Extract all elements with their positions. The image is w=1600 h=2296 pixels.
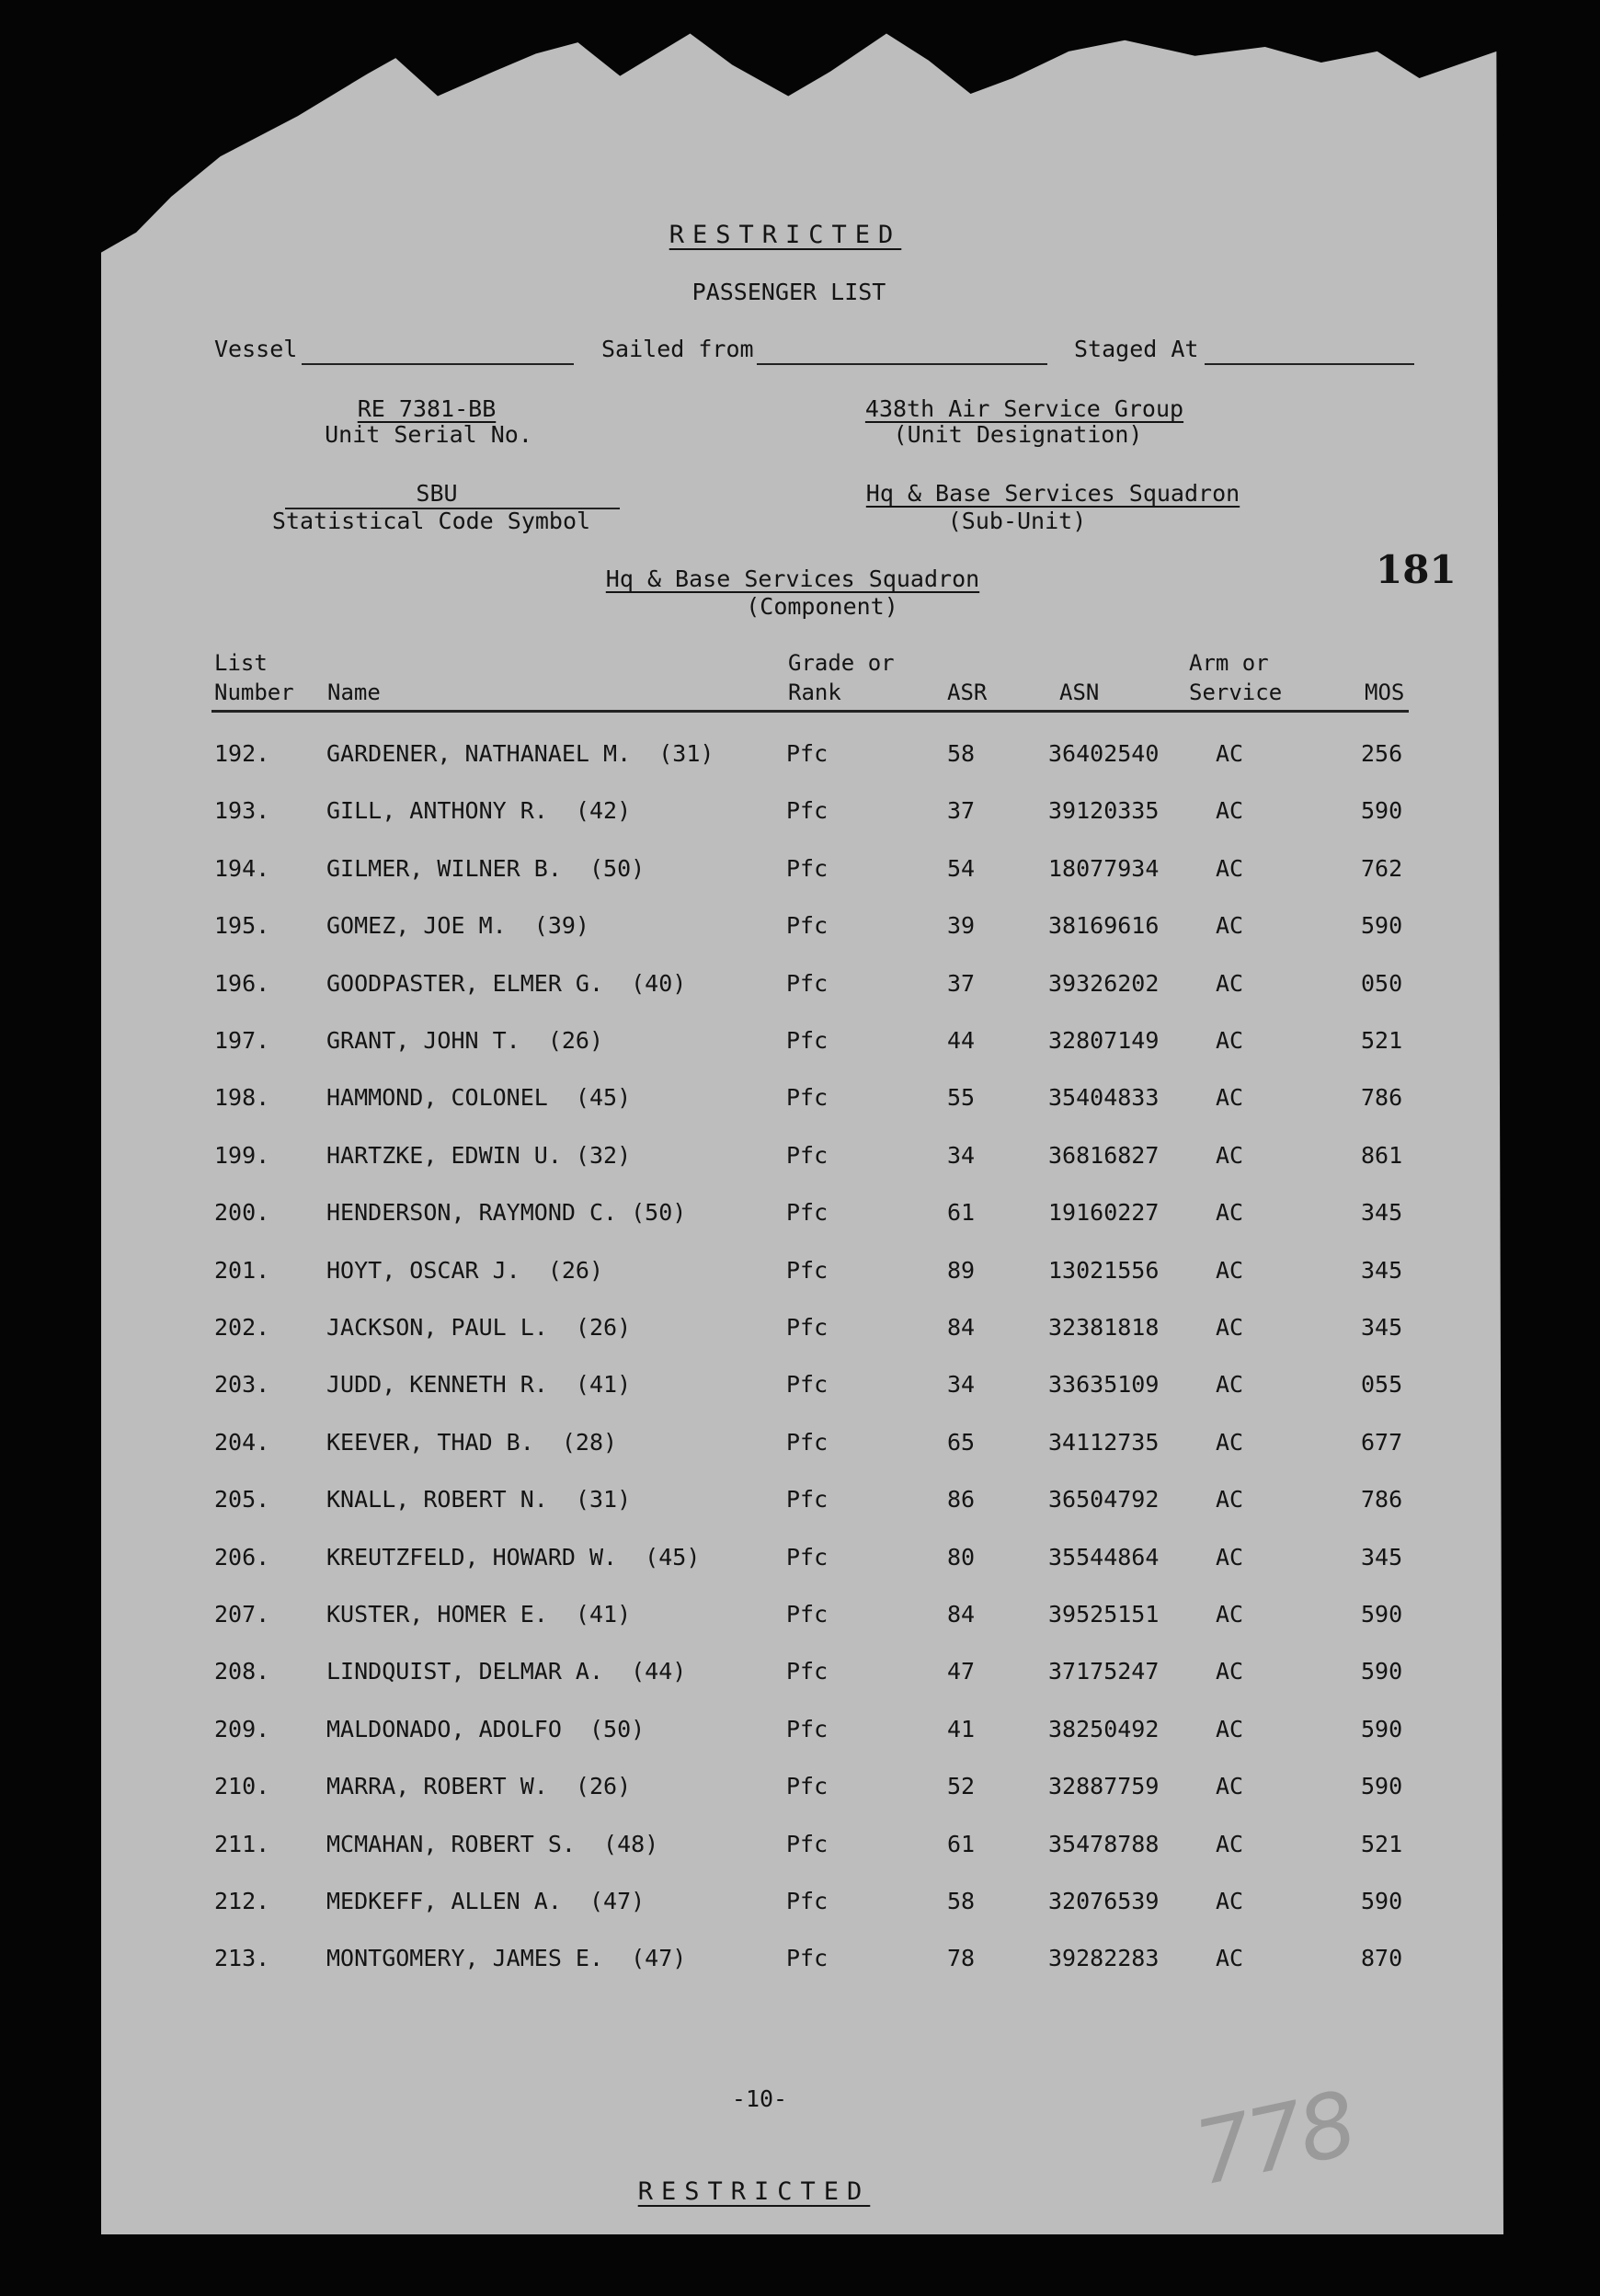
row-asr: 44 — [947, 1027, 976, 1054]
row-name: GOODPASTER, ELMER G. (40) — [326, 970, 687, 997]
col-header-grade: Grade or Rank — [788, 650, 895, 705]
row-mos: 050 — [1361, 970, 1403, 997]
row-mos: 677 — [1361, 1429, 1403, 1456]
row-name: GRANT, JOHN T. (26) — [326, 1027, 604, 1054]
row-list-number: 192. — [214, 740, 270, 767]
row-asr: 54 — [947, 855, 976, 882]
vessel-label: Vessel — [214, 336, 298, 362]
row-list-number: 197. — [214, 1027, 270, 1054]
row-mos: 590 — [1361, 1773, 1403, 1799]
row-asn: 35478788 — [1048, 1831, 1160, 1857]
staged-at-label: Staged At — [1074, 336, 1199, 362]
row-grade: Pfc — [786, 1199, 829, 1226]
staged-at-blank — [1205, 363, 1414, 365]
row-asn: 39326202 — [1048, 970, 1160, 997]
unit-designation-value: 438th Air Service Group — [864, 395, 1184, 422]
row-asr: 61 — [947, 1199, 976, 1226]
row-mos: 861 — [1361, 1142, 1403, 1169]
row-name: JACKSON, PAUL L. (26) — [326, 1314, 632, 1341]
row-list-number: 210. — [214, 1773, 270, 1799]
row-list-number: 205. — [214, 1486, 270, 1513]
row-asr: 39 — [947, 912, 976, 939]
row-list-number: 211. — [214, 1831, 270, 1857]
row-list-number: 201. — [214, 1257, 270, 1284]
row-arm: AC — [1216, 912, 1244, 939]
unit-serial-value: RE 7381-BB — [357, 395, 497, 422]
row-asn: 39525151 — [1048, 1601, 1160, 1628]
row-asn: 35404833 — [1048, 1084, 1160, 1111]
row-grade: Pfc — [786, 740, 829, 767]
row-arm: AC — [1216, 740, 1244, 767]
row-list-number: 202. — [214, 1314, 270, 1341]
row-grade: Pfc — [786, 1314, 829, 1341]
row-mos: 590 — [1361, 1888, 1403, 1914]
row-asn: 37175247 — [1048, 1658, 1160, 1685]
row-grade: Pfc — [786, 1544, 829, 1571]
row-name: KNALL, ROBERT N. (31) — [326, 1486, 632, 1513]
row-list-number: 195. — [214, 912, 270, 939]
row-name: MCMAHAN, ROBERT S. (48) — [326, 1831, 659, 1857]
row-arm: AC — [1216, 1544, 1244, 1571]
col-header-asr: ASR — [947, 680, 988, 705]
col-header-name: Name — [327, 680, 381, 705]
component-caption: (Component) — [746, 593, 898, 620]
row-asn: 38250492 — [1048, 1716, 1160, 1742]
row-mos: 786 — [1361, 1084, 1403, 1111]
row-arm: AC — [1216, 1142, 1244, 1169]
row-name: GOMEZ, JOE M. (39) — [326, 912, 589, 939]
unit-designation-caption: (Unit Designation) — [893, 421, 1143, 448]
row-name: HAMMOND, COLONEL (45) — [326, 1084, 632, 1111]
row-asr: 37 — [947, 970, 976, 997]
row-grade: Pfc — [786, 970, 829, 997]
row-list-number: 194. — [214, 855, 270, 882]
row-mos: 590 — [1361, 1601, 1403, 1628]
row-arm: AC — [1216, 1831, 1244, 1857]
row-list-number: 196. — [214, 970, 270, 997]
col-header-list-number: List Number — [214, 650, 294, 705]
row-name: KEEVER, THAD B. (28) — [326, 1429, 618, 1456]
row-asn: 38169616 — [1048, 912, 1160, 939]
row-name: LINDQUIST, DELMAR A. (44) — [326, 1658, 687, 1685]
row-mos: 762 — [1361, 855, 1403, 882]
page-title: PASSENGER LIST — [691, 279, 886, 305]
row-arm: AC — [1216, 1773, 1244, 1799]
row-grade: Pfc — [786, 855, 829, 882]
row-grade: Pfc — [786, 1716, 829, 1742]
row-list-number: 193. — [214, 797, 270, 824]
row-mos: 590 — [1361, 912, 1403, 939]
row-grade: Pfc — [786, 1486, 829, 1513]
row-name: GARDENER, NATHANAEL M. (31) — [326, 740, 714, 767]
col-header-asn: ASN — [1059, 680, 1100, 705]
sub-unit-caption: (Sub-Unit) — [947, 508, 1087, 534]
row-asr: 37 — [947, 797, 976, 824]
row-list-number: 200. — [214, 1199, 270, 1226]
row-grade: Pfc — [786, 1831, 829, 1857]
row-mos: 870 — [1361, 1945, 1403, 1971]
page-number: -10- — [731, 2085, 788, 2112]
row-name: MALDONADO, ADOLFO (50) — [326, 1716, 646, 1742]
row-arm: AC — [1216, 1084, 1244, 1111]
row-arm: AC — [1216, 1486, 1244, 1513]
row-asn: 13021556 — [1048, 1257, 1160, 1284]
row-grade: Pfc — [786, 1945, 829, 1971]
row-name: MARRA, ROBERT W. (26) — [326, 1773, 632, 1799]
row-list-number: 209. — [214, 1716, 270, 1742]
row-asr: 65 — [947, 1429, 976, 1456]
row-arm: AC — [1216, 1888, 1244, 1914]
row-name: MONTGOMERY, JAMES E. (47) — [326, 1945, 687, 1971]
pencil-annotation: 778 — [1186, 2072, 1363, 2206]
row-name: GILMER, WILNER B. (50) — [326, 855, 646, 882]
row-name: HOYT, OSCAR J. (26) — [326, 1257, 604, 1284]
row-arm: AC — [1216, 1601, 1244, 1628]
row-arm: AC — [1216, 1199, 1244, 1226]
row-grade: Pfc — [786, 1658, 829, 1685]
row-arm: AC — [1216, 1257, 1244, 1284]
row-mos: 521 — [1361, 1831, 1403, 1857]
row-grade: Pfc — [786, 1257, 829, 1284]
row-list-number: 207. — [214, 1601, 270, 1628]
row-grade: Pfc — [786, 1601, 829, 1628]
row-arm: AC — [1216, 970, 1244, 997]
row-name: GILL, ANTHONY R. (42) — [326, 797, 632, 824]
row-mos: 786 — [1361, 1486, 1403, 1513]
row-arm: AC — [1216, 1027, 1244, 1054]
row-asr: 84 — [947, 1601, 976, 1628]
classification-bottom: RESTRICTED — [637, 2177, 871, 2206]
row-grade: Pfc — [786, 1429, 829, 1456]
row-arm: AC — [1216, 797, 1244, 824]
row-asr: 84 — [947, 1314, 976, 1341]
row-asr: 52 — [947, 1773, 976, 1799]
row-name: HARTZKE, EDWIN U. (32) — [326, 1142, 632, 1169]
row-list-number: 213. — [214, 1945, 270, 1971]
row-mos: 345 — [1361, 1314, 1403, 1341]
row-asn: 32807149 — [1048, 1027, 1160, 1054]
sailed-from-label: Sailed from — [601, 336, 754, 362]
row-asn: 39120335 — [1048, 797, 1160, 824]
row-asn: 36504792 — [1048, 1486, 1160, 1513]
row-asn: 32381818 — [1048, 1314, 1160, 1341]
row-mos: 590 — [1361, 797, 1403, 824]
stat-code-caption: Statistical Code Symbol — [271, 508, 591, 534]
col-header-mos: MOS — [1365, 680, 1405, 705]
row-asr: 89 — [947, 1257, 976, 1284]
row-arm: AC — [1216, 1314, 1244, 1341]
row-list-number: 203. — [214, 1371, 270, 1398]
row-mos: 345 — [1361, 1199, 1403, 1226]
col-header-arm: Arm or Service — [1189, 650, 1283, 705]
row-mos: 521 — [1361, 1027, 1403, 1054]
row-asn: 18077934 — [1048, 855, 1160, 882]
unit-serial-caption: Unit Serial No. — [325, 421, 532, 448]
row-name: JUDD, KENNETH R. (41) — [326, 1371, 632, 1398]
row-asn: 34112735 — [1048, 1429, 1160, 1456]
row-mos: 345 — [1361, 1257, 1403, 1284]
row-name: KUSTER, HOMER E. (41) — [326, 1601, 632, 1628]
row-grade: Pfc — [786, 1773, 829, 1799]
row-grade: Pfc — [786, 1084, 829, 1111]
row-list-number: 204. — [214, 1429, 270, 1456]
row-asr: 47 — [947, 1658, 976, 1685]
row-asn: 32887759 — [1048, 1773, 1160, 1799]
header-rule — [211, 710, 1409, 713]
row-asn: 32076539 — [1048, 1888, 1160, 1914]
row-arm: AC — [1216, 1371, 1244, 1398]
row-mos: 590 — [1361, 1716, 1403, 1742]
row-asn: 36816827 — [1048, 1142, 1160, 1169]
row-asr: 86 — [947, 1486, 976, 1513]
row-asr: 41 — [947, 1716, 976, 1742]
row-asr: 58 — [947, 740, 976, 767]
row-list-number: 208. — [214, 1658, 270, 1685]
row-grade: Pfc — [786, 797, 829, 824]
row-list-number: 198. — [214, 1084, 270, 1111]
row-list-number: 199. — [214, 1142, 270, 1169]
component-value: Hq & Base Services Squadron — [605, 565, 980, 592]
row-grade: Pfc — [786, 1027, 829, 1054]
row-list-number: 206. — [214, 1544, 270, 1571]
row-asr: 34 — [947, 1371, 976, 1398]
row-grade: Pfc — [786, 1371, 829, 1398]
row-mos: 055 — [1361, 1371, 1403, 1398]
row-name: MEDKEFF, ALLEN A. (47) — [326, 1888, 646, 1914]
row-asn: 39282283 — [1048, 1945, 1160, 1971]
row-asn: 35544864 — [1048, 1544, 1160, 1571]
row-mos: 256 — [1361, 740, 1403, 767]
row-asr: 61 — [947, 1831, 976, 1857]
row-grade: Pfc — [786, 1142, 829, 1169]
row-asr: 80 — [947, 1544, 976, 1571]
sailed-from-blank — [757, 363, 1047, 365]
row-arm: AC — [1216, 1429, 1244, 1456]
row-mos: 345 — [1361, 1544, 1403, 1571]
row-arm: AC — [1216, 855, 1244, 882]
row-asn: 36402540 — [1048, 740, 1160, 767]
row-list-number: 212. — [214, 1888, 270, 1914]
row-asr: 34 — [947, 1142, 976, 1169]
row-grade: Pfc — [786, 912, 829, 939]
row-name: KREUTZFELD, HOWARD W. (45) — [326, 1544, 701, 1571]
row-arm: AC — [1216, 1716, 1244, 1742]
row-grade: Pfc — [786, 1888, 829, 1914]
classification-top: RESTRICTED — [669, 221, 902, 249]
sub-unit-value: Hq & Base Services Squadron — [865, 480, 1240, 507]
page-stamp-number: 181 — [1376, 547, 1457, 592]
row-arm: AC — [1216, 1945, 1244, 1971]
stat-code-value: SBU — [416, 480, 458, 507]
row-arm: AC — [1216, 1658, 1244, 1685]
row-mos: 590 — [1361, 1658, 1403, 1685]
row-name: HENDERSON, RAYMOND C. (50) — [326, 1199, 687, 1226]
row-asn: 19160227 — [1048, 1199, 1160, 1226]
row-asr: 78 — [947, 1945, 976, 1971]
row-asn: 33635109 — [1048, 1371, 1160, 1398]
row-asr: 55 — [947, 1084, 976, 1111]
row-asr: 58 — [947, 1888, 976, 1914]
vessel-blank — [302, 363, 574, 365]
